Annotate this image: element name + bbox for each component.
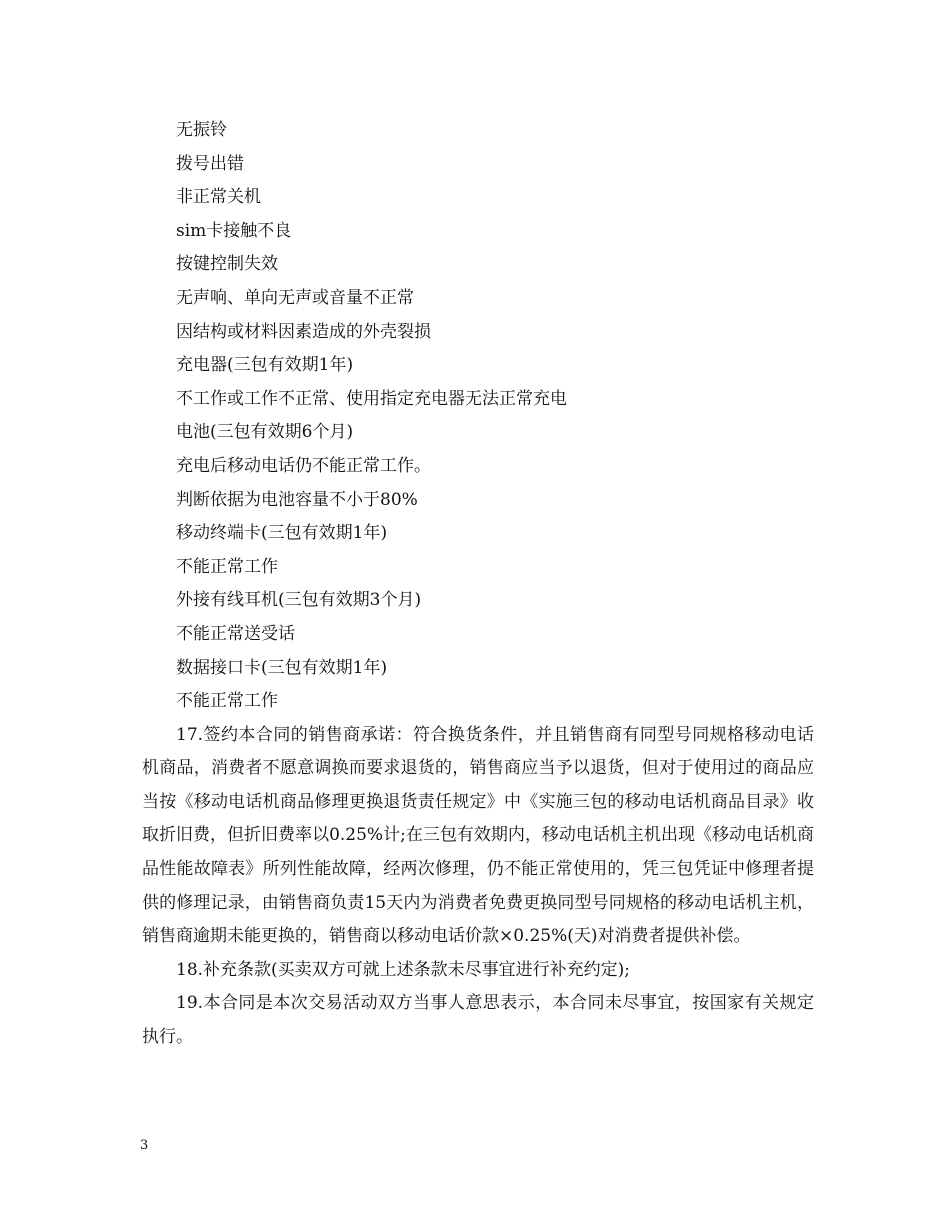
- clause-19-paragraph: 19.本合同是本次交易活动双方当事人意思表示，本合同未尽事宜，按国家有关规定执行。: [142, 993, 814, 1048]
- list-item: 拨号出错: [176, 153, 244, 174]
- list-item: 不能正常工作: [176, 691, 278, 712]
- list-item: 因结构或材料因素造成的外壳裂损: [176, 321, 431, 342]
- list-item: 非正常关机: [176, 187, 261, 208]
- list-item: 不能正常送受话: [176, 623, 295, 644]
- list-item: 充电后移动电话仍不能正常工作。: [176, 455, 431, 476]
- list-item: 按键控制失效: [176, 254, 278, 275]
- list-item: sim卡接触不良: [176, 220, 292, 241]
- list-item: 不能正常工作: [176, 556, 278, 577]
- document-body: [142, 114, 814, 1055]
- section-heading: 外接有线耳机(三包有效期3个月): [176, 590, 422, 611]
- list-item: 不工作或工作不正常、使用指定充电器无法正常充电: [176, 388, 567, 409]
- section-heading: 数据接口卡(三包有效期1年): [176, 657, 388, 678]
- clause-17-paragraph: 17.签约本合同的销售商承诺：符合换货条件，并且销售商有同型号同规格移动电话机商品，消费者不愿意调换而要求退货的，销售商应当予以退货，但对于使用过的商品应当按《移动电话机商品修理更换退货责任规定》中《实施三包的移动电话机商品目录》收取折旧费，但折旧费率以0.25%计;在三包有效期内，移动电话机主机出现《移动电话机商品性能故障表》所列性能故障，经两次修理，仍不能正常使用的，凭三包凭证中修理者提供的修理记录，由销售商负责15天内为消费者免费更换同型号同规格的移动电话机主机，销售商逾期未能更换的，销售商以移动电话价款×0.25%(天)对消费者提供补偿。: [142, 724, 814, 947]
- clause-18-paragraph: 18.补充条款(买卖双方可就上述条款未尽事宜进行补充约定);: [176, 959, 631, 980]
- page-number: 3: [140, 1138, 149, 1153]
- section-heading: 充电器(三包有效期1年): [176, 355, 354, 376]
- section-heading: 电池(三包有效期6个月): [176, 422, 354, 443]
- list-item: 判断依据为电池容量不小于80%: [176, 489, 418, 510]
- section-heading: 移动终端卡(三包有效期1年): [176, 523, 388, 544]
- list-item: 无振铃: [176, 120, 227, 140]
- list-item: 无声响、单向无声或音量不正常: [176, 287, 414, 308]
